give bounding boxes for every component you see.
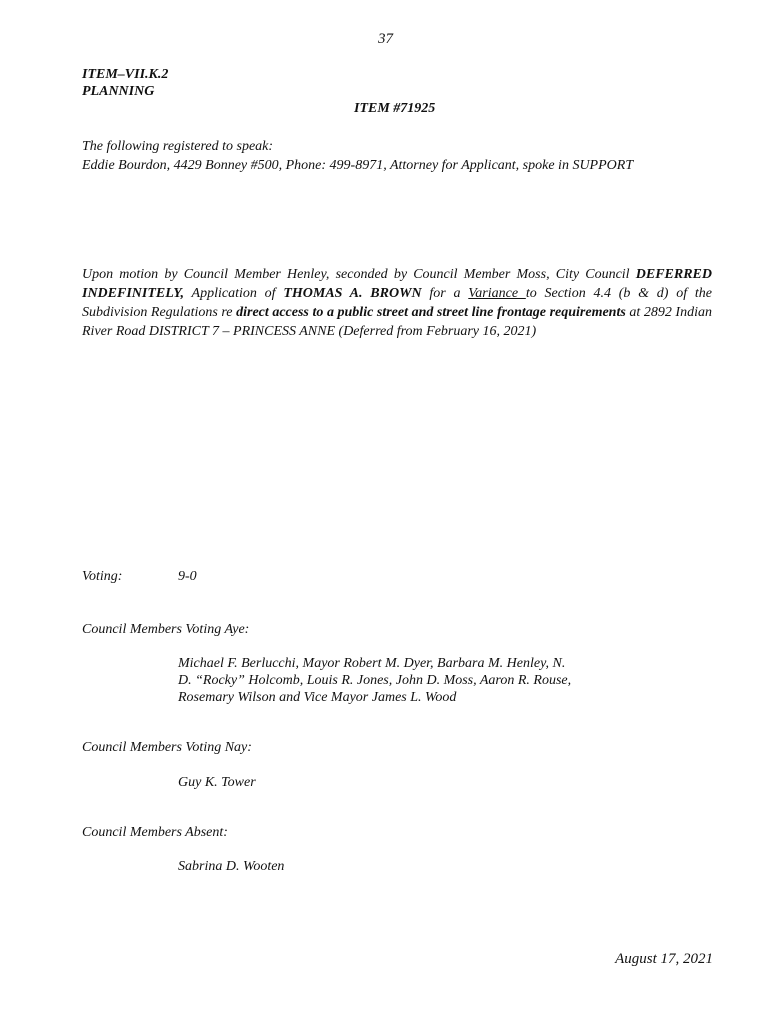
speakers-block [82, 137, 633, 175]
motion-text-2: Application of [184, 286, 284, 301]
applicant-name: THOMAS A. BROWN [283, 286, 422, 301]
item-code: ITEM–VII.K.2 [82, 67, 169, 82]
motion-paragraph [82, 265, 712, 341]
page-number: 37 [378, 31, 393, 47]
voting-label: Voting: [82, 569, 123, 584]
nay-names: Guy K. Tower [178, 775, 256, 790]
voting-result: 9-0 [178, 569, 197, 584]
nay-label: Council Members Voting Nay: [82, 740, 252, 755]
aye-line: D. “Rocky” Holcomb, Louis R. Jones, John D. Moss, Aaron R. Rouse, [178, 673, 572, 688]
variance-term: Variance [468, 286, 526, 301]
motion-text-4: to Section 4.4 (b & d) of the Subdivision Regulations re [82, 286, 712, 320]
aye-line: Michael F. Berlucchi, Mayor Robert M. Dyer, Barbara M. Henley, N. [178, 656, 566, 671]
aye-label: Council Members Voting Aye: [82, 622, 250, 637]
motion-action: DEFERRED INDEFINITELY, [82, 267, 712, 301]
aye-names [178, 655, 571, 706]
aye-line: Rosemary Wilson and Vice Mayor James L. Wood [178, 690, 457, 705]
speaker-line: Eddie Bourdon, 4429 Bonney #500, Phone: 499-8971, Attorney for Applicant, spoke in SUPPORT [82, 158, 634, 173]
meeting-date: August 17, 2021 [615, 951, 713, 967]
motion-subject: direct access to a public street and street line frontage requirements [236, 305, 626, 320]
motion-text-3: for a [421, 286, 469, 301]
speakers-heading: The following registered to speak: [82, 139, 274, 154]
item-number: ITEM #71925 [354, 101, 436, 116]
motion-text-1: Upon motion by Council Member Henley, seconded by Council Member Moss, City Council [82, 267, 636, 282]
section-title: PLANNING [82, 84, 155, 99]
absent-label: Council Members Absent: [82, 825, 228, 840]
absent-names: Sabrina D. Wooten [178, 859, 285, 874]
item-header [82, 66, 168, 100]
motion-text-5: at 2892 Indian River Road DISTRICT 7 – PRINCESS ANNE (Deferred from February 16, 2021) [82, 305, 712, 339]
